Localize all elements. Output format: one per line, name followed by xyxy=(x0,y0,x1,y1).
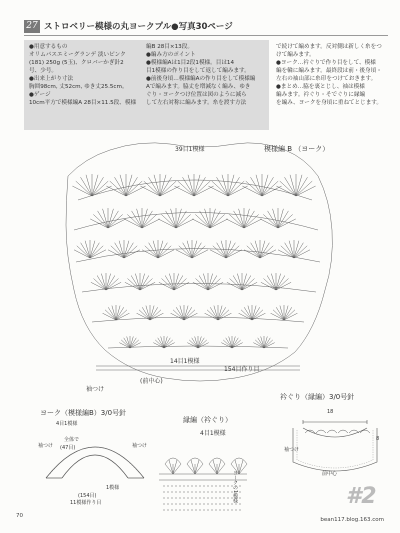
edging-subtitle: 4目1模様 xyxy=(200,430,226,437)
instruction-line: 目1模様の作り目をして返して編みます。 xyxy=(146,68,250,74)
instruction-line: けて編みます。 xyxy=(276,52,315,58)
instruction-line: Aで編みます。脇丈を増減なく編み、ゆき xyxy=(146,84,251,90)
instruction-line: ●模様編Aは1目2段1模様。目は14 xyxy=(146,60,235,66)
chart-b-center-label: (前中心) xyxy=(140,378,163,385)
instruction-line: ●ヨーク…衿ぐりで作り目をして、模様 xyxy=(276,60,376,66)
instruction-line: 号、少号。 xyxy=(29,68,57,74)
instruction-line: 編を輪に編みます。最終段は前・後身頃・ xyxy=(276,68,382,74)
yoke-label-47: (47目) xyxy=(60,445,76,451)
yoke-label-left: 袖つけ xyxy=(38,443,54,449)
edging-chart xyxy=(155,434,255,514)
blog-credit: bean117.blog.163.com xyxy=(320,517,384,523)
chart-b-title: 模様編 B （ヨーク） xyxy=(264,145,330,153)
instruction-line: ●出来上がり寸法 xyxy=(29,76,74,82)
instruction-line: ●編み方のポイント xyxy=(146,52,196,58)
yoke-arc-diagram xyxy=(40,420,150,500)
instruction-line: 編B 28目×13段。 xyxy=(146,44,193,50)
yoke-label-1: 1模様 xyxy=(106,485,120,491)
watermark: #2 xyxy=(346,484,377,509)
collar-label-sleeve: 袖つけ xyxy=(284,447,300,453)
instruction-line: 10cm平方で模様編A 28目×11.5段、模様 xyxy=(29,100,137,106)
instruction-line: 胸囲98cm, 丈52cm, ゆき丈25.5cm。 xyxy=(29,84,128,90)
collar-label-18: 18 xyxy=(327,409,334,415)
instruction-line: ●ゲージ xyxy=(29,92,51,98)
collar-title: 衿ぐり（縁編）3/0号針 xyxy=(280,393,355,401)
chart-b-width-label: 14目1模様 xyxy=(170,358,200,365)
page-number-badge: 27 xyxy=(24,20,40,33)
instruction-line: 左右の袖山部に糸印をつけておきます。 xyxy=(276,76,377,82)
collar-label-center: 前中心 xyxy=(322,471,338,477)
chart-b-arrow-label: 袖つけ xyxy=(86,386,105,393)
yoke-label-right: 袖つけ xyxy=(132,443,148,449)
instruction-line: ぐり・ヨークつけ位置は図のように減ら xyxy=(146,92,247,98)
instruction-line: (181) 250g (5玉)、クロバーかぎ針2 xyxy=(29,60,124,66)
instruction-line: で続けて編めます。反対側は新しく糸をつ xyxy=(276,44,382,50)
instruction-line: して左右対称に編みます。糸を渡す方法 xyxy=(146,100,247,106)
instruction-line: ●用意するもの xyxy=(29,44,68,50)
yoke-label-11: 11模様作り目 xyxy=(70,500,102,506)
chart-b-top-label: 39目1模様 xyxy=(175,146,205,153)
instruction-line: ●前後身頃…模様編Aの作り目をして模様編 xyxy=(146,76,256,82)
yoke-label-154: (154目) xyxy=(78,493,97,499)
yoke-label-top: 4目1模様 xyxy=(56,421,78,427)
edging-title: 縁編（衿ぐり） xyxy=(183,416,232,424)
yoke-diagram-title: ヨーク（模様編B）3/0号針 xyxy=(40,409,127,417)
instruction-line: 編みます。衿ぐり・そでぐりに縁編 xyxy=(276,92,366,98)
pattern-title: ストロベリー模様の丸ヨークプル●写真30ページ xyxy=(44,22,233,32)
edging-label: ヨークの1模様 xyxy=(232,470,238,504)
instruction-line: を編み、ヨークを身頃に重ねてとじます。 xyxy=(276,100,383,106)
page-footer-number: 70 xyxy=(16,513,23,519)
instruction-line: ●まとめ…脇を裏とじし、袖は模様 xyxy=(276,84,365,90)
chart-b-count-label: 154目作り目 xyxy=(224,366,260,373)
collar-label-8: 8 xyxy=(376,436,380,442)
instruction-line: オリムパスエミーグランデ 淡いピンク xyxy=(29,52,126,58)
yoke-label-all: 全体で xyxy=(64,437,80,443)
